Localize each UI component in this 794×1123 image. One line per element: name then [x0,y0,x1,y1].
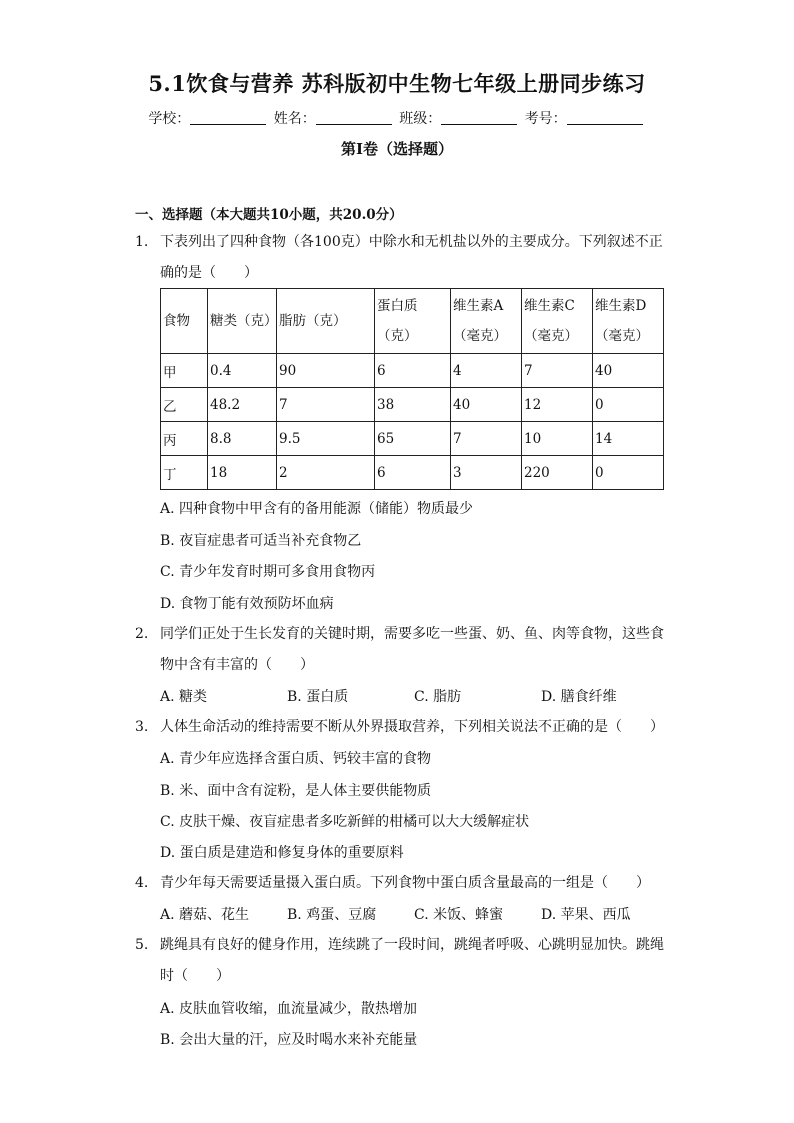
table-cell: 40 [593,354,664,388]
exam-no-label: 考号： [524,111,567,127]
table-header-cell: 食物 [161,289,208,354]
table-cell: 65 [375,422,451,456]
table-cell: 3 [451,456,522,490]
question-stem: 人体生命活动的维持需要不断从外界摄取营养，下列相关说法不正确的是（ ） [160,719,664,735]
question-number: 3. [135,719,149,735]
question-3 [135,712,665,743]
option-a[interactable]: A. 糖类 [160,689,208,705]
table-cell: 丁 [161,456,208,490]
student-info-line [0,108,794,128]
table-cell: 9.5 [277,422,375,456]
table-cell: 10 [522,422,593,456]
table-cell: 7 [451,422,522,456]
table-cell: 7 [522,354,593,388]
class-blank[interactable] [441,110,517,125]
page-title: 5.1饮食与营养 苏科版初中生物七年级上册同步练习 [148,71,646,96]
school-label: 学校： [148,111,191,127]
table-cell: 6 [375,456,451,490]
option-a[interactable]: A. 蘑菇、花生 [160,907,250,923]
option-b[interactable]: B. 鸡蛋、豆腐 [287,907,377,923]
table-cell: 4 [451,354,522,388]
option-c[interactable]: C. 米饭、蜂蜜 [414,907,504,923]
table-cell: 0.4 [208,354,277,388]
table-header-cell: 糖类（克） [208,289,277,354]
option-d[interactable]: D. 苹果、西瓜 [541,907,631,923]
table-cell: 14 [593,422,664,456]
question-stem: 青少年每天需要适量摄入蛋白质。下列食物中蛋白质含量最高的一组是（ ） [160,875,650,891]
question-5 [135,930,665,992]
table-cell: 0 [593,456,664,490]
table-header-row [161,289,664,354]
table-cell: 6 [375,354,451,388]
table-header-cell: 维生素D（毫克） [593,289,664,354]
table-cell: 38 [375,388,451,422]
option-c[interactable]: C. 皮肤干燥、夜盲症患者多吃新鲜的柑橘可以大大缓解症状 [160,814,530,830]
option-b[interactable]: B. 蛋白质 [287,689,349,705]
table-row [161,456,664,490]
table-cell: 220 [522,456,593,490]
option-d[interactable]: D. 食物丁能有效预防坏血病 [160,596,334,612]
volume-heading: 第I卷（选择题） [340,140,454,158]
table-header-cell: 维生素C（毫克） [522,289,593,354]
table-cell: 甲 [161,354,208,388]
options-row [160,905,680,925]
table-row [161,354,664,388]
option-a[interactable]: A. 青少年应选择含蛋白质、钙较丰富的食物 [160,751,432,767]
table-cell: 7 [277,388,375,422]
question-number: 1. [135,234,149,250]
table-cell: 丙 [161,422,208,456]
table-header-cell: 维生素A（毫克） [451,289,522,354]
table-cell: 90 [277,354,375,388]
table-cell: 12 [522,388,593,422]
table-header-cell: 脂肪（克） [277,289,375,354]
table-cell: 8.8 [208,422,277,456]
question-stem: 下表列出了四种食物（各100克）中除水和无机盐以外的主要成分。下列叙述不正确的是（ ） [160,234,663,281]
nutrition-table [160,288,664,490]
question-2 [135,619,665,681]
option-a[interactable]: A. 四种食物中甲含有的备用能源（储能）物质最少 [160,501,474,517]
option-c[interactable]: C. 脂肪 [414,689,462,705]
table-cell: 0 [593,388,664,422]
table-cell: 40 [451,388,522,422]
question-stem: 同学们正处于生长发育的关键时期，需要多吃一些蛋、奶、鱼、肉等食物，这些食物中含有丰富的（ ） [160,626,664,673]
question-number: 4. [135,875,149,891]
exam-no-blank[interactable] [567,110,643,125]
question-number: 2. [135,626,149,642]
question-4 [135,868,665,899]
option-b[interactable]: B. 会出大量的汗，应及时喝水来补充能量 [160,1032,418,1048]
options-row [160,687,680,707]
question-1 [135,227,665,289]
table-header-cell: 蛋白质（克） [375,289,451,354]
name-label: 姓名： [273,111,316,127]
option-d[interactable]: D. 蛋白质是建造和修复身体的重要原料 [160,845,404,861]
table-cell: 48.2 [208,388,277,422]
table-cell: 2 [277,456,375,490]
school-blank[interactable] [190,110,266,125]
option-a[interactable]: A. 皮肤血管收缩，血流量减少，散热增加 [160,1001,418,1017]
question-number: 5. [135,937,149,953]
table-cell: 乙 [161,388,208,422]
name-blank[interactable] [316,110,392,125]
option-c[interactable]: C. 青少年发育时期可多食用食物丙 [160,564,376,580]
table-cell: 18 [208,456,277,490]
option-b[interactable]: B. 夜盲症患者可适当补充食物乙 [160,533,362,549]
option-b[interactable]: B. 米、面中含有淀粉，是人体主要供能物质 [160,783,432,799]
section-heading: 一、选择题（本大题共10小题，共20.0分） [135,207,403,223]
question-stem: 跳绳具有良好的健身作用，连续跳了一段时间，跳绳者呼吸、心跳明显加快。跳绳时（ ） [160,937,664,984]
table-row [161,422,664,456]
table-row [161,388,664,422]
class-label: 班级： [399,111,442,127]
option-d[interactable]: D. 膳食纤维 [541,689,617,705]
